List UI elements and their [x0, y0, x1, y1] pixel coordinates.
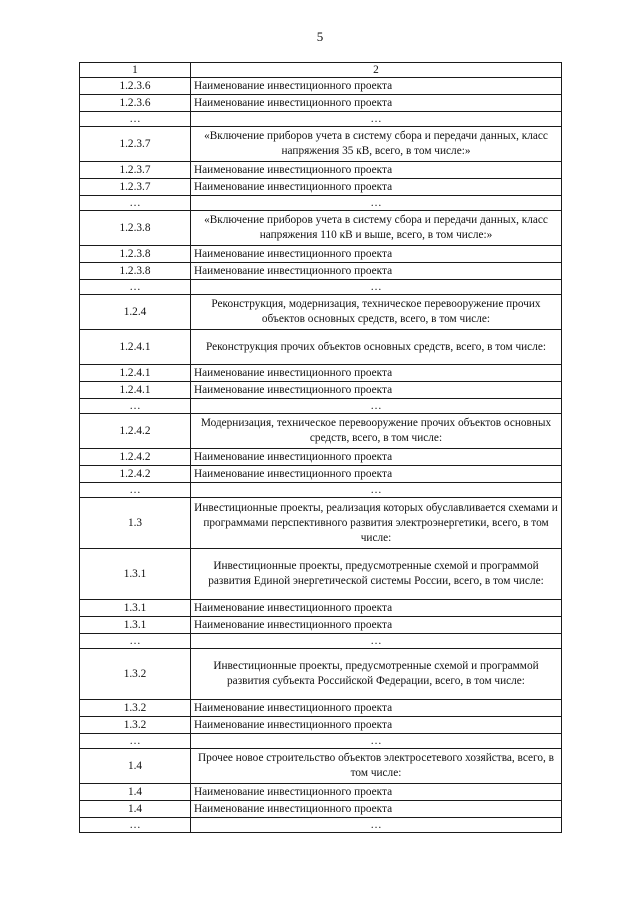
row-code-cell: … — [80, 112, 191, 127]
section-heading-cell: Инвестиционные проекты, реализация которых обуславливается схемами и программами перспективного развития электроэнергетики, всего, в том числе: — [191, 498, 562, 549]
row-code-cell: 1.2.4.2 — [80, 449, 191, 466]
page-number: 5 — [316, 29, 324, 44]
row-code-cell: 1.2.3.8 — [80, 211, 191, 246]
table-row — [80, 649, 562, 700]
section-heading-cell: Прочее новое строительство объектов электросетевого хозяйства, всего, в том числе: — [191, 749, 562, 784]
row-code-cell: 1.2.3.7 — [80, 179, 191, 196]
table-row — [80, 600, 562, 617]
table-row — [80, 784, 562, 801]
table-row — [80, 466, 562, 483]
table-body — [80, 63, 562, 833]
table-row — [80, 365, 562, 382]
row-code-cell: 1.2.3.6 — [80, 95, 191, 112]
table-row — [80, 700, 562, 717]
row-code-cell: 1.3.1 — [80, 600, 191, 617]
row-code-cell: … — [80, 196, 191, 211]
table-row — [80, 498, 562, 549]
table-row — [80, 95, 562, 112]
table-row — [80, 330, 562, 365]
ellipsis-cell: … — [191, 280, 562, 295]
project-name-cell: Наименование инвестиционного проекта — [191, 617, 562, 634]
section-heading-cell: Реконструкция прочих объектов основных средств, всего, в том числе: — [191, 330, 562, 365]
row-code-cell: 1.2.3.6 — [80, 78, 191, 95]
row-code-cell: 1.2.4.1 — [80, 365, 191, 382]
row-code-cell: 1.4 — [80, 749, 191, 784]
ellipsis-cell: … — [191, 818, 562, 833]
table-row-ellipsis — [80, 196, 562, 211]
row-code-cell: 1.4 — [80, 801, 191, 818]
project-name-cell: Наименование инвестиционного проекта — [191, 365, 562, 382]
column-header-2: 2 — [191, 63, 562, 78]
row-code-cell: 1.2.4.1 — [80, 382, 191, 399]
investment-projects-table — [79, 62, 562, 833]
table-row — [80, 549, 562, 600]
row-code-cell: 1.2.4.2 — [80, 466, 191, 483]
ellipsis-cell: … — [191, 112, 562, 127]
table-row — [80, 617, 562, 634]
ellipsis-cell: … — [191, 634, 562, 649]
row-code-cell: 1.3.2 — [80, 700, 191, 717]
row-code-cell: 1.2.3.7 — [80, 162, 191, 179]
table-row-ellipsis — [80, 634, 562, 649]
row-code-cell: … — [80, 634, 191, 649]
section-heading-cell: Модернизация, техническое перевооружение прочих объектов основных средств, всего, в том числе: — [191, 414, 562, 449]
column-header-1: 1 — [80, 63, 191, 78]
row-code-cell: 1.3.2 — [80, 717, 191, 734]
project-name-cell: Наименование инвестиционного проекта — [191, 466, 562, 483]
table-row — [80, 211, 562, 246]
project-name-cell: Наименование инвестиционного проекта — [191, 95, 562, 112]
project-name-cell: Наименование инвестиционного проекта — [191, 78, 562, 95]
row-code-cell: … — [80, 483, 191, 498]
table-row-ellipsis — [80, 112, 562, 127]
project-name-cell: Наименование инвестиционного проекта — [191, 700, 562, 717]
row-code-cell: 1.4 — [80, 784, 191, 801]
row-code-cell: 1.2.4.1 — [80, 330, 191, 365]
ellipsis-cell: … — [191, 734, 562, 749]
row-code-cell: … — [80, 280, 191, 295]
row-code-cell: 1.2.4 — [80, 295, 191, 330]
table-row — [80, 717, 562, 734]
project-name-cell: Наименование инвестиционного проекта — [191, 263, 562, 280]
project-name-cell: Наименование инвестиционного проекта — [191, 784, 562, 801]
table-row-ellipsis — [80, 483, 562, 498]
row-code-cell: 1.2.3.8 — [80, 246, 191, 263]
table-row — [80, 246, 562, 263]
row-code-cell: 1.2.3.8 — [80, 263, 191, 280]
table-row — [80, 414, 562, 449]
row-code-cell: 1.2.3.7 — [80, 127, 191, 162]
section-heading-cell: Инвестиционные проекты, предусмотренные схемой и программой развития субъекта Российской Федерации, всего, в том числе: — [191, 649, 562, 700]
table-row-ellipsis — [80, 818, 562, 833]
table-row-ellipsis — [80, 734, 562, 749]
table-row-ellipsis — [80, 280, 562, 295]
table-row — [80, 801, 562, 818]
ellipsis-cell: … — [191, 196, 562, 211]
table-row — [80, 382, 562, 399]
section-heading-cell: Инвестиционные проекты, предусмотренные схемой и программой развития Единой энергетической системы России, всего, в том числе: — [191, 549, 562, 600]
project-name-cell: Наименование инвестиционного проекта — [191, 801, 562, 818]
project-name-cell: Наименование инвестиционного проекта — [191, 179, 562, 196]
ellipsis-cell: … — [191, 483, 562, 498]
section-heading-cell: «Включение приборов учета в систему сбора и передачи данных, класс напряжения 35 кВ, всего, в том числе:» — [191, 127, 562, 162]
row-code-cell: … — [80, 734, 191, 749]
table-row-ellipsis — [80, 399, 562, 414]
table-row — [80, 78, 562, 95]
section-heading-cell: «Включение приборов учета в систему сбора и передачи данных, класс напряжения 110 кВ и выше, всего, в том числе:» — [191, 211, 562, 246]
row-code-cell: 1.3.1 — [80, 617, 191, 634]
row-code-cell: … — [80, 399, 191, 414]
row-code-cell: … — [80, 818, 191, 833]
table-row — [80, 179, 562, 196]
table-row — [80, 749, 562, 784]
project-name-cell: Наименование инвестиционного проекта — [191, 449, 562, 466]
table-header-row — [80, 63, 562, 78]
project-name-cell: Наименование инвестиционного проекта — [191, 717, 562, 734]
row-code-cell: 1.3.2 — [80, 649, 191, 700]
project-name-cell: Наименование инвестиционного проекта — [191, 382, 562, 399]
project-name-cell: Наименование инвестиционного проекта — [191, 162, 562, 179]
row-code-cell: 1.3.1 — [80, 549, 191, 600]
table-row — [80, 295, 562, 330]
table-row — [80, 263, 562, 280]
section-heading-cell: Реконструкция, модернизация, техническое перевооружение прочих объектов основных средств, всего, в том числе: — [191, 295, 562, 330]
table-row — [80, 449, 562, 466]
ellipsis-cell: … — [191, 399, 562, 414]
table-row — [80, 162, 562, 179]
row-code-cell: 1.2.4.2 — [80, 414, 191, 449]
project-name-cell: Наименование инвестиционного проекта — [191, 600, 562, 617]
table-row — [80, 127, 562, 162]
project-name-cell: Наименование инвестиционного проекта — [191, 246, 562, 263]
row-code-cell: 1.3 — [80, 498, 191, 549]
